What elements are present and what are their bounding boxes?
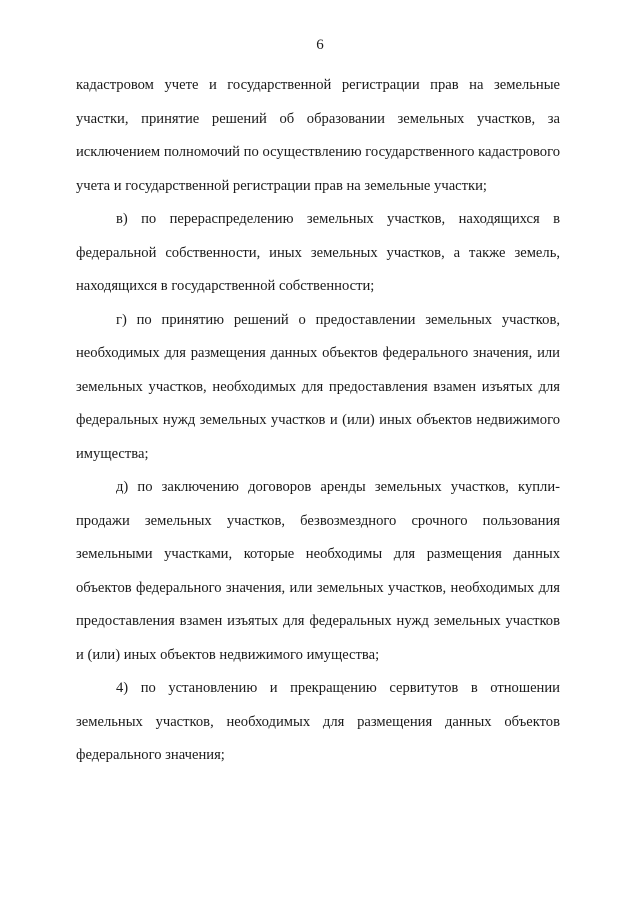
paragraph-item-v: в) по перераспределению земельных участков, находящихся в федеральной собственности, иных земельных участков, а также земель, находящихся в государственной собственности; — [76, 211, 560, 294]
page-number: 6 — [316, 37, 324, 53]
document-body — [76, 69, 560, 773]
paragraph-item-4: 4) по установлению и прекращению сервитутов в отношении земельных участков, необходимых для размещения данных объектов федерального значения; — [76, 680, 560, 763]
paragraph-continuation: кадастровом учете и государственной регистрации прав на земельные участки, принятие решений об образовании земельных участков, за исключением полномочий по осуществлению государственного кадастрового учета и государственной регистрации прав на земельные участки; — [76, 77, 560, 194]
paragraph-item-d: д) по заключению договоров аренды земельных участков, купли-продажи земельных участков, безвозмездного срочного пользования земельными участками, которые необходимы для размещения данных объектов федерального значения, или земельных участков, необходимых для предоставления взамен изъятых для федеральных нужд земельных участков и (или) иных объектов недвижимого имущества; — [76, 479, 560, 663]
paragraph-item-g: г) по принятию решений о предоставлении земельных участков, необходимых для размещения данных объектов федерального значения, или земельных участков, необходимых для предоставления взамен изъятых для федеральных нужд земельных участков и (или) иных объектов недвижимого имущества; — [76, 311, 560, 462]
